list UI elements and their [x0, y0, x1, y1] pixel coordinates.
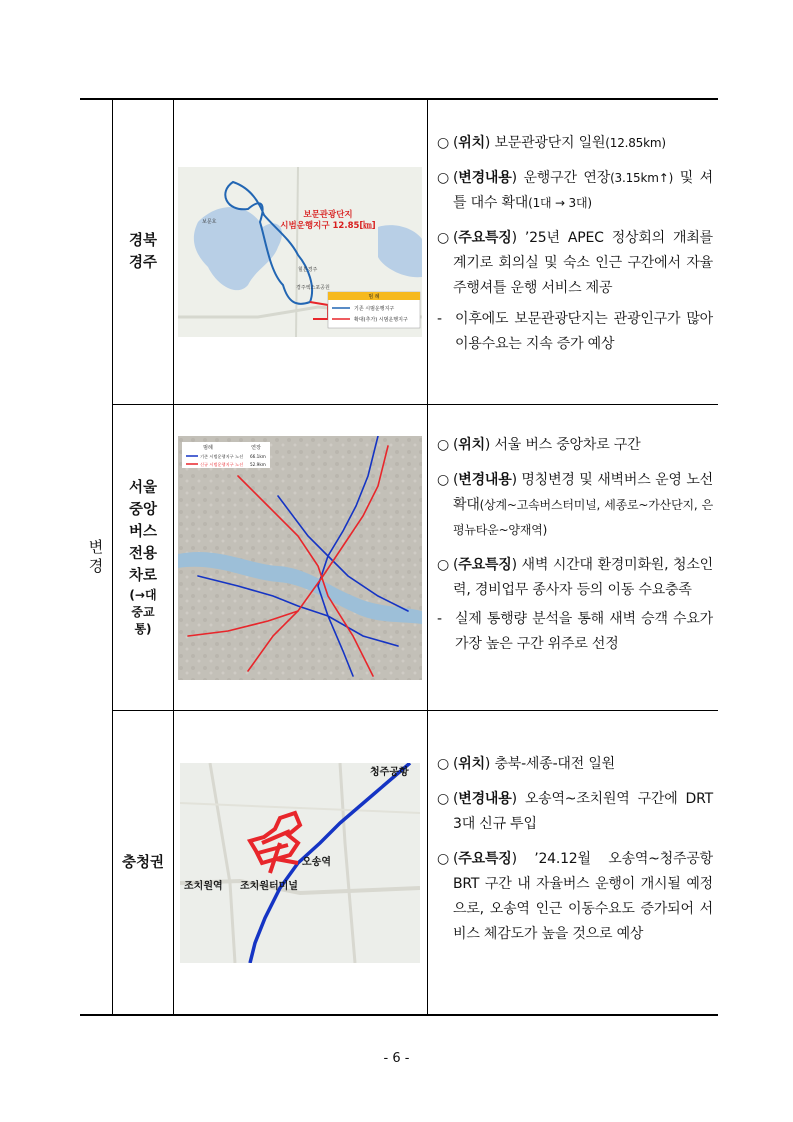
legend-header: 범 례: [368, 294, 380, 300]
map-cell: [174, 405, 426, 710]
legend-new-length: 52.9km: [250, 461, 266, 467]
list-item: ○ (변경내용) 명칭변경 및 새벽버스 운영 노선 확대(상계~고속버스터미널, 세종로~가산단지, 은평뉴타운~양재역): [437, 472, 713, 537]
map-cell: [174, 100, 426, 404]
legend-expanded: 확대(추가) 시범운행지구: [354, 317, 408, 323]
list-item: ○ (주요특징) ’25년 APEC 정상회의 개최를 계기로 회의실 및 숙소 인근 구간에서 자율주행셔틀 운행 서비스 제공: [437, 230, 713, 296]
list-item: ○ (주요특징) 새벽 시간대 환경미화원, 청소인력, 경비업무 종사자 등의 이동 수요충족: [437, 557, 714, 598]
region-cell: [113, 100, 173, 404]
list-item: ○ (위치) 충북-세종-대전 일원: [437, 756, 615, 772]
row-description: [437, 433, 713, 667]
map-label-terminal: 조치원터미널: [240, 880, 298, 892]
map-cell: [174, 711, 426, 1014]
map-place: 경주엑스포공원: [296, 285, 330, 291]
map-place: 힐튼경주: [298, 267, 318, 273]
chungcheong-map: [180, 763, 420, 963]
region-cell: [113, 711, 173, 1014]
legend-existing: 기존 시범운행지구 노선: [200, 453, 244, 459]
column-divider: [427, 99, 428, 1015]
category-cell: [80, 99, 112, 1015]
category-label: 변경: [88, 538, 104, 575]
region-name: 충청권: [121, 854, 165, 871]
legend-existing-length: 66.1km: [250, 453, 266, 459]
list-item: - 실제 통행량 분석을 통해 새벽 승객 수요가 가장 높은 구간 위주로 선정: [437, 611, 713, 652]
legend-new: 신규 시범운행지구 노선: [200, 461, 244, 467]
region-cell: [113, 405, 173, 710]
map-place: 보문호: [202, 219, 217, 225]
row-description: [437, 752, 713, 957]
map-label-airport: 청주공항: [370, 766, 409, 778]
legend-existing: 기존 시범운행지구: [354, 306, 395, 312]
map-label-osong: 오송역: [302, 856, 331, 868]
legend-col: 범례: [203, 444, 213, 451]
list-item: ○ (위치) 보문관광단지 일원(12.85km): [437, 135, 666, 151]
legend-col: 연장: [251, 444, 261, 451]
map-subtitle: 시범운행지구 12.85[㎞]: [280, 221, 376, 231]
list-item: ○ (변경내용) 오송역~조치원역 구간에 DRT 3대 신규 투입: [437, 791, 713, 832]
gyeongju-map: [178, 167, 422, 337]
seoul-map: [178, 436, 422, 680]
table-bottom-border: [80, 1014, 718, 1016]
region-name: 서울 중앙 버스 전용 차로 (→대중교통): [128, 480, 157, 636]
list-item: ○ (변경내용) 운행구간 연장(3.15km↑) 및 셔틀 대수 확대(1대 → 3대): [437, 170, 713, 211]
region-name: 경북 경주: [128, 233, 157, 271]
list-item: ○ (위치) 서울 버스 중앙차로 구간: [437, 437, 641, 453]
region-sub: (→대중교통): [129, 588, 157, 636]
map-title: 보문관광단지: [303, 210, 353, 220]
page-number: - 6 -: [383, 1051, 410, 1066]
row-description: [437, 131, 713, 367]
list-item: ○ (주요특징) ’24.12월 오송역~청주공항 BRT 구간 내 자율버스 운행이 개시될 예정으로, 오송역 인근 이동수요도 증가되어 서비스 체감도가 높을 것으로 예상: [437, 851, 713, 942]
map-label-jochiwon: 조치원역: [184, 880, 223, 892]
list-item: - 이후에도 보문관광단지는 관광인구가 많아 이용수요는 지속 증가 예상: [437, 311, 713, 352]
